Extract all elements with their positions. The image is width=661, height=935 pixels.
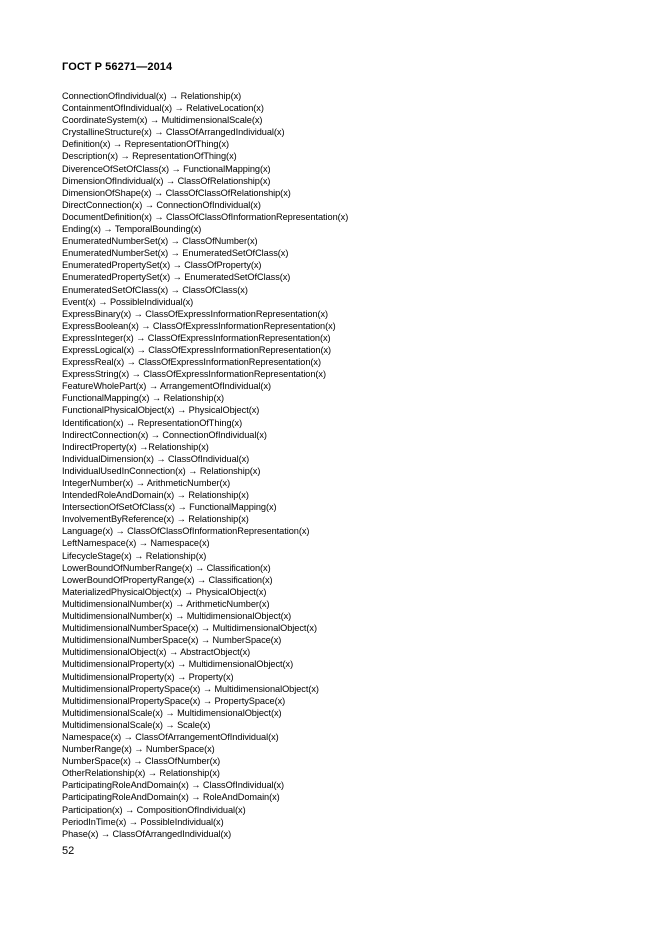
rule-entry: Namespace(x) → ClassOfArrangementOfIndividual(x) bbox=[62, 731, 279, 742]
rule-entry: MultidimensionalObject(x) → AbstractObject(x) bbox=[62, 647, 251, 658]
page-number: 52 bbox=[62, 845, 75, 857]
rule-entry: IntegerNumber(x) → ArithmeticNumber(x) bbox=[62, 478, 231, 488]
rule-entry: DirectConnection(x) → ConnectionOfIndividual(x) bbox=[62, 199, 261, 210]
rule-entry: CoordinateSystem(x) → MultidimensionalScale(x) bbox=[62, 115, 263, 126]
standard-header: ГОСТ Р 56271—2014 bbox=[62, 61, 173, 73]
rule-entry: OtherRelationship(x) → Relationship(x) bbox=[62, 768, 220, 779]
rule-entry: ContainmentOfIndividual(x) → RelativeLocation(x) bbox=[62, 103, 264, 114]
rule-entry: IntendedRoleAndDomain(x) → Relationship(x) bbox=[62, 490, 249, 501]
rule-entry: ExpressLogical(x) → ClassOfExpressInformationRepresentation(x) bbox=[62, 344, 332, 355]
rule-entry: LowerBoundOfPropertyRange(x) → Classification(x) bbox=[62, 574, 273, 585]
rule-entry: ExpressString(x) → ClassOfExpressInformationRepresentation(x) bbox=[62, 369, 326, 380]
rule-entry: Event(x) → PossibleIndividual(x) bbox=[62, 296, 194, 307]
rule-entry: Phase(x) → ClassOfArrangedIndividual(x) bbox=[62, 828, 232, 839]
rule-entry: Ending(x) → TemporalBounding(x) bbox=[62, 224, 202, 235]
rule-entry: Definition(x) → RepresentationOfThing(x) bbox=[62, 139, 230, 150]
rule-entry: NumberRange(x) → NumberSpace(x) bbox=[62, 744, 215, 755]
rule-entry: ParticipatingRoleAndDomain(x) → RoleAndDomain(x) bbox=[62, 792, 280, 803]
rule-entry: MultidimensionalNumber(x) → ArithmeticNumber(x) bbox=[62, 598, 270, 609]
rule-entry: ConnectionOfIndividual(x) → Relationship(x) bbox=[62, 91, 242, 101]
rule-entry: ExpressInteger(x) → ClassOfExpressInformationRepresentation(x) bbox=[62, 332, 331, 343]
rule-entry: MultidimensionalProperty(x) → Property(x) bbox=[62, 671, 234, 682]
rule-entry: EnumeratedNumberSet(x) → ClassOfNumber(x) bbox=[62, 236, 258, 247]
rule-entry: FeatureWholePart(x) → ArrangementOfIndividual(x) bbox=[62, 381, 271, 392]
rule-entry: EnumeratedPropertySet(x) → EnumeratedSetOfClass(x) bbox=[62, 272, 291, 283]
rule-entry: MaterializedPhysicalObject(x) → PhysicalObject(x) bbox=[62, 586, 267, 597]
rule-entry: IndividualUsedInConnection(x) → Relationship(x) bbox=[62, 465, 261, 476]
rule-entry: DimensionOfIndividual(x) → ClassOfRelationship(x) bbox=[62, 175, 271, 186]
rule-entry: InvolvementByReference(x) → Relationship(x) bbox=[62, 514, 249, 525]
rule-entry: MultidimensionalPropertySpace(x) → PropertySpace(x) bbox=[62, 695, 286, 706]
rule-entry: LowerBoundOfNumberRange(x) → Classification(x) bbox=[62, 562, 271, 573]
rule-entry: MultidimensionalProperty(x) → MultidimensionalObject(x) bbox=[62, 659, 294, 670]
rule-entry: NumberSpace(x) → ClassOfNumber(x) bbox=[62, 756, 221, 767]
rule-entry: ExpressBinary(x) → ClassOfExpressInformationRepresentation(x) bbox=[62, 308, 329, 319]
rule-entry: MultidimensionalNumberSpace(x) → NumberSpace(x) bbox=[62, 635, 282, 646]
rule-entry: Participation(x) → CompositionOfIndividual(x) bbox=[62, 804, 246, 815]
rule-entry: MultidimensionalScale(x) → Scale(x) bbox=[62, 719, 211, 730]
rule-entry: ExpressReal(x) → ClassOfExpressInformationRepresentation(x) bbox=[62, 357, 321, 368]
rule-entry: IntersectionOfSetOfClass(x) → FunctionalMapping(x) bbox=[62, 502, 277, 513]
rule-entry: PeriodInTime(x) → PossibleIndividual(x) bbox=[62, 816, 224, 827]
rule-entry: LifecycleStage(x) → Relationship(x) bbox=[62, 550, 207, 561]
rule-entry: MultidimensionalScale(x) → MultidimensionalObject(x) bbox=[62, 707, 282, 718]
rule-entry: MultidimensionalNumber(x) → MultidimensionalObject(x) bbox=[62, 611, 292, 622]
rule-entry: FunctionalPhysicalObject(x) → PhysicalObject(x) bbox=[62, 405, 260, 416]
rule-entry: ParticipatingRoleAndDomain(x) → ClassOfIndividual(x) bbox=[62, 780, 285, 791]
rule-entry: IndividualDimension(x) → ClassOfIndividual(x) bbox=[62, 453, 250, 464]
rule-entry: Description(x) → RepresentationOfThing(x) bbox=[62, 151, 237, 162]
rule-entry: IndirectProperty(x) →Relationship(x) bbox=[62, 441, 209, 452]
rule-entry: LeftNamespace(x) → Namespace(x) bbox=[62, 538, 210, 549]
rule-entry: EnumeratedNumberSet(x) → EnumeratedSetOfClass(x) bbox=[62, 248, 289, 259]
rule-entry: IndirectConnection(x) → ConnectionOfIndividual(x) bbox=[62, 429, 267, 440]
rule-entry: DocumentDefinition(x) → ClassOfClassOfInformationRepresentation(x) bbox=[62, 211, 349, 222]
rule-entry: Language(x) → ClassOfClassOfInformationRepresentation(x) bbox=[62, 526, 310, 537]
rule-entry: FunctionalMapping(x) → Relationship(x) bbox=[62, 393, 225, 404]
rule-entry: MultidimensionalPropertySpace(x) → MultidimensionalObject(x) bbox=[62, 683, 319, 694]
rule-entry: DimensionOfShape(x) → ClassOfClassOfRelationship(x) bbox=[62, 187, 291, 198]
rule-entry: ExpressBoolean(x) → ClassOfExpressInformationRepresentation(x) bbox=[62, 320, 336, 331]
rule-list bbox=[62, 90, 348, 840]
rule-entry: EnumeratedSetOfClass(x) → ClassOfClass(x) bbox=[62, 284, 248, 295]
rule-entry: MultidimensionalNumberSpace(x) → MultidimensionalObject(x) bbox=[62, 623, 317, 634]
rule-entry: Identification(x) → RepresentationOfThing(x) bbox=[62, 417, 243, 428]
rule-entry: EnumeratedPropertySet(x) → ClassOfProperty(x) bbox=[62, 260, 262, 271]
rule-entry: DiverenceOfSetOfClass(x) → FunctionalMapping(x) bbox=[62, 163, 271, 174]
rule-entry: CrystallineStructure(x) → ClassOfArrangedIndividual(x) bbox=[62, 127, 285, 138]
